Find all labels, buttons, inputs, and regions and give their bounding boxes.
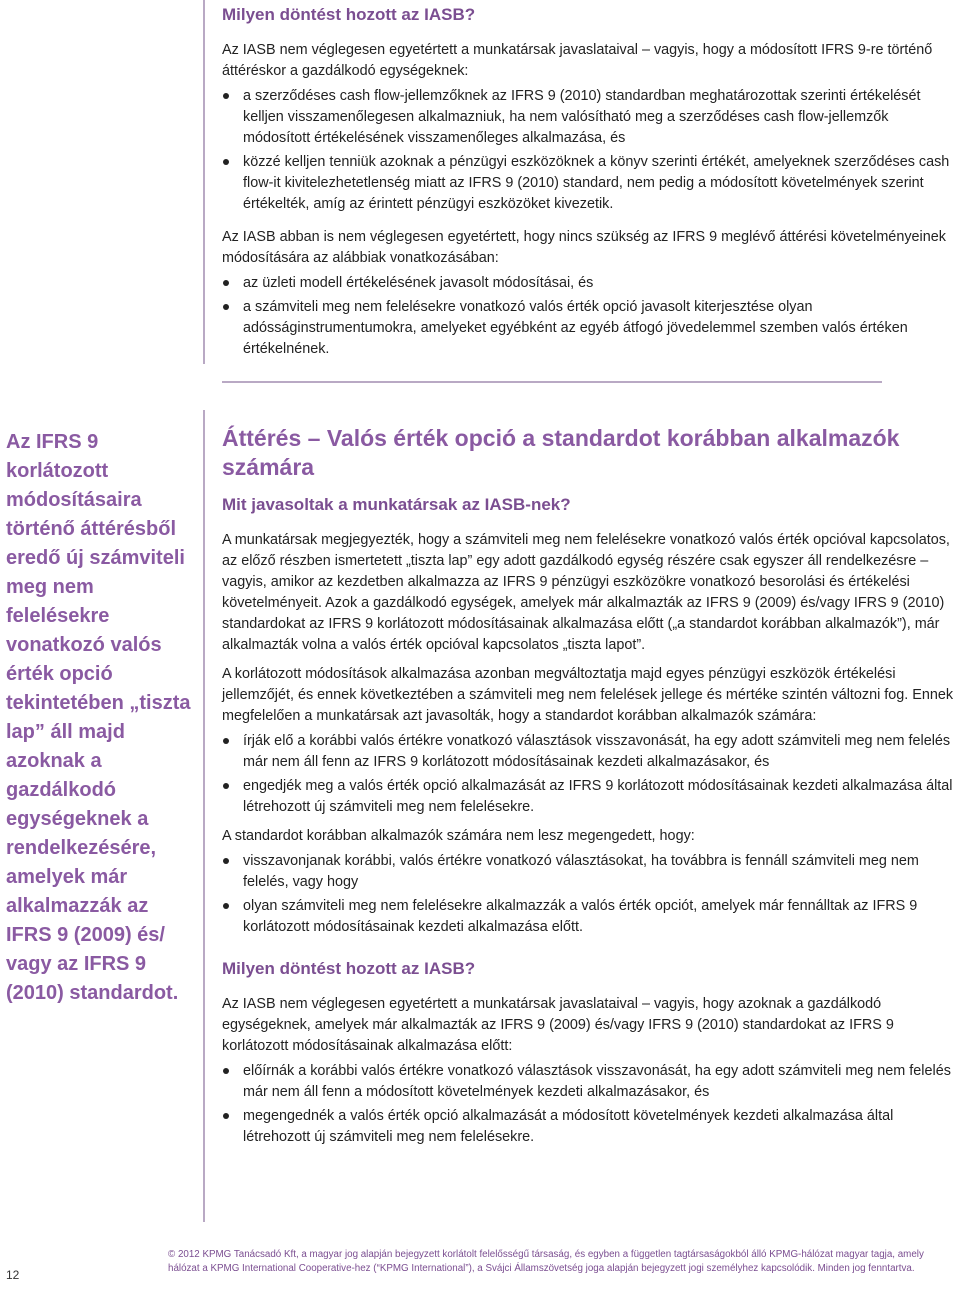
section1-heading: Milyen döntést hozott az IASB? [222, 5, 476, 24]
list-item: megengednék a valós érték opció alkalmazását a módosított követelmények kezdeti alkalmazása által létrehozott új számviteli meg nem felelésekre. [222, 1106, 958, 1148]
list-item: visszavonjanak korábbi, valós értékre vonatkozó választásokat, ha továbbra is fennáll számviteli meg nem felelés, vagy hogy [222, 851, 958, 893]
section2-paragraph-1: A munkatársak megjegyezték, hogy a számviteli meg nem felelésekre vonatkozó valós érték opcióval kapcsolatos, az előző részben ismertetett „tiszta lap” egy adott gazdálkodó egység részére csak egyszer áll rendelkezésre – vagyis, amikor az kezdetben alkalmazza az IFRS 9 pénzügyi eszközökre vonatkozó besorolási és értékelési követelményeit. Azok a gazdálkodó egységek, amelyek már alkalmazták az IFRS 9 (2009) és/vagy IFRS 9 (2010) standardokat az IFRS 9 korlátozott módosításainak alkalmazása előtt („a standardot korábban alkalmazók”), már alkalmazták volna a valós érték opcióval kapcsolatos „tiszta lapot”. [222, 532, 950, 653]
section2-heading-2: Milyen döntést hozott az IASB? [222, 959, 476, 978]
list-item: közzé kelljen tenniük azoknak a pénzügyi eszközöknek a könyv szerinti értékét, amelyeknek szerződéses cash flow-it kivitelezhetetlenség miatt az IFRS 9 (2010) standard, nem pedig a módosított követelmények szerint értékelték, amíg az érintett pénzügyi eszközöket kivezetik. [222, 152, 958, 215]
section-iasb-decision-transition [222, 4, 958, 360]
list-item: olyan számviteli meg nem felelésekre alkalmazzák a valós érték opciót, amelyek már fennálltak az IFRS 9 korlátozott módosításainak kezdeti alkalmazása előtt. [222, 896, 958, 938]
section1-paragraph-1: Az IASB nem véglegesen egyetértett a munkatársak javaslataival – vagyis, hogy a módosított IFRS 9-re történő áttéréskor a gazdálkodó egységeknek: [222, 42, 933, 79]
pull-quote: Az IFRS 9 korlátozott módosításaira történő áttérésből eredő új számviteli meg nem felelésekre vonatkozó valós érték opció tekintetében „tiszta lap” áll majd azoknak a gazdálkodó egységeknek a rendelkezésére, amelyek már alkalmazzák az IFRS 9 (2009) és/ vagy az IFRS 9 (2010) standardot. [6, 431, 191, 1004]
section2-subheading: Mit javasoltak a munkatársak az IASB-nek? [222, 495, 571, 514]
section2-paragraph-3: A standardot korábban alkalmazók számára nem lesz megengedett, hogy: [222, 828, 695, 844]
copyright-footer: © 2012 KPMG Tanácsadó Kft, a magyar jog alapján bejegyzett korlátolt felelősségű társaság, és egyben a független tagtársaságokból álló KPMG-hálózat magyar tagja, amely hálózat a KPMG International Cooperative-hez (“KPMG International”), a Svájci Államszövetség joga alapján bejegyzett jogi személyhez kapcsolódik. Minden jog fenntartva. [168, 1249, 924, 1274]
list-item: a szerződéses cash flow-jellemzőknek az IFRS 9 (2010) standardban meghatározottak szerinti értékelését kelljen visszamenőlegesen alkalmazniuk, ha nem valósítható meg a szerződéses cash flow-jellemzők módosított értékelésének visszamenőleges alkalmazása, és [222, 86, 958, 149]
horizontal-section-divider [222, 381, 882, 383]
section2-bullet-list-3 [222, 1061, 958, 1148]
list-item: előírnák a korábbi valós értékre vonatkozó választások visszavonását, ha egy adott számviteli meg nem felelés már nem áll fenn a módosított követelmények kezdeti alkalmazásakor, és [222, 1061, 958, 1103]
section1-bullet-list-2 [222, 273, 958, 360]
section1-paragraph-2: Az IASB abban is nem véglegesen egyetértett, hogy nincs szükség az IFRS 9 meglévő áttérési követelményeinek módosítására az alábbiak vonatkozásában: [222, 229, 946, 266]
section2-bullet-list-1 [222, 731, 958, 818]
vertical-divider-top [203, 0, 205, 364]
section2-title: Áttérés – Valós érték opció a standardot korábban alkalmazók számára [222, 425, 900, 480]
section2-bullet-list-2 [222, 851, 958, 938]
section2-paragraph-4: Az IASB nem véglegesen egyetértett a munkatársak javaslataival – vagyis, hogy azoknak a gazdálkodó egységeknek, amelyek már alkalmazták az IFRS 9 (2009) és/vagy IFRS 9 (2010) standardokat az IFRS 9 korlátozott módosításainak alkalmazása előtt: [222, 996, 894, 1054]
section2-paragraph-2: A korlátozott módosítások alkalmazása azonban megváltoztatja majd egyes pénzügyi eszközök értékelési jellemzőjét, és ennek következtében a számviteli meg nem felelések jellege és mértéke szintén változni fog. Ennek megfelelően a munkatársak azt javasolták, hogy a standardot korábban alkalmazók számára: [222, 666, 954, 724]
list-item: az üzleti modell értékelésének javasolt módosításai, és [222, 273, 958, 294]
vertical-divider-bottom [203, 410, 205, 1222]
page-number: 12 [6, 1268, 20, 1282]
list-item: engedjék meg a valós érték opció alkalmazását az IFRS 9 korlátozott módosításainak kezdeti alkalmazása által létrehozott új számviteli meg nem felelésekre. [222, 776, 958, 818]
section1-bullet-list-1 [222, 86, 958, 215]
list-item: írják elő a korábbi valós értékre vonatkozó választások visszavonását, ha egy adott számviteli meg nem felelés már nem áll fenn az IFRS 9 korlátozott módosításainak kezdeti alkalmazásakor, és [222, 731, 958, 773]
section-fair-value-option-early-adopters [222, 424, 958, 1148]
list-item: a számviteli meg nem felelésekre vonatkozó valós érték opció javasolt kiterjesztése olyan adósságinstrumentumokra, amelyeket egyébként az egyéb átfogó jövedelemmel szemben valós értéken értékelnének. [222, 297, 958, 360]
